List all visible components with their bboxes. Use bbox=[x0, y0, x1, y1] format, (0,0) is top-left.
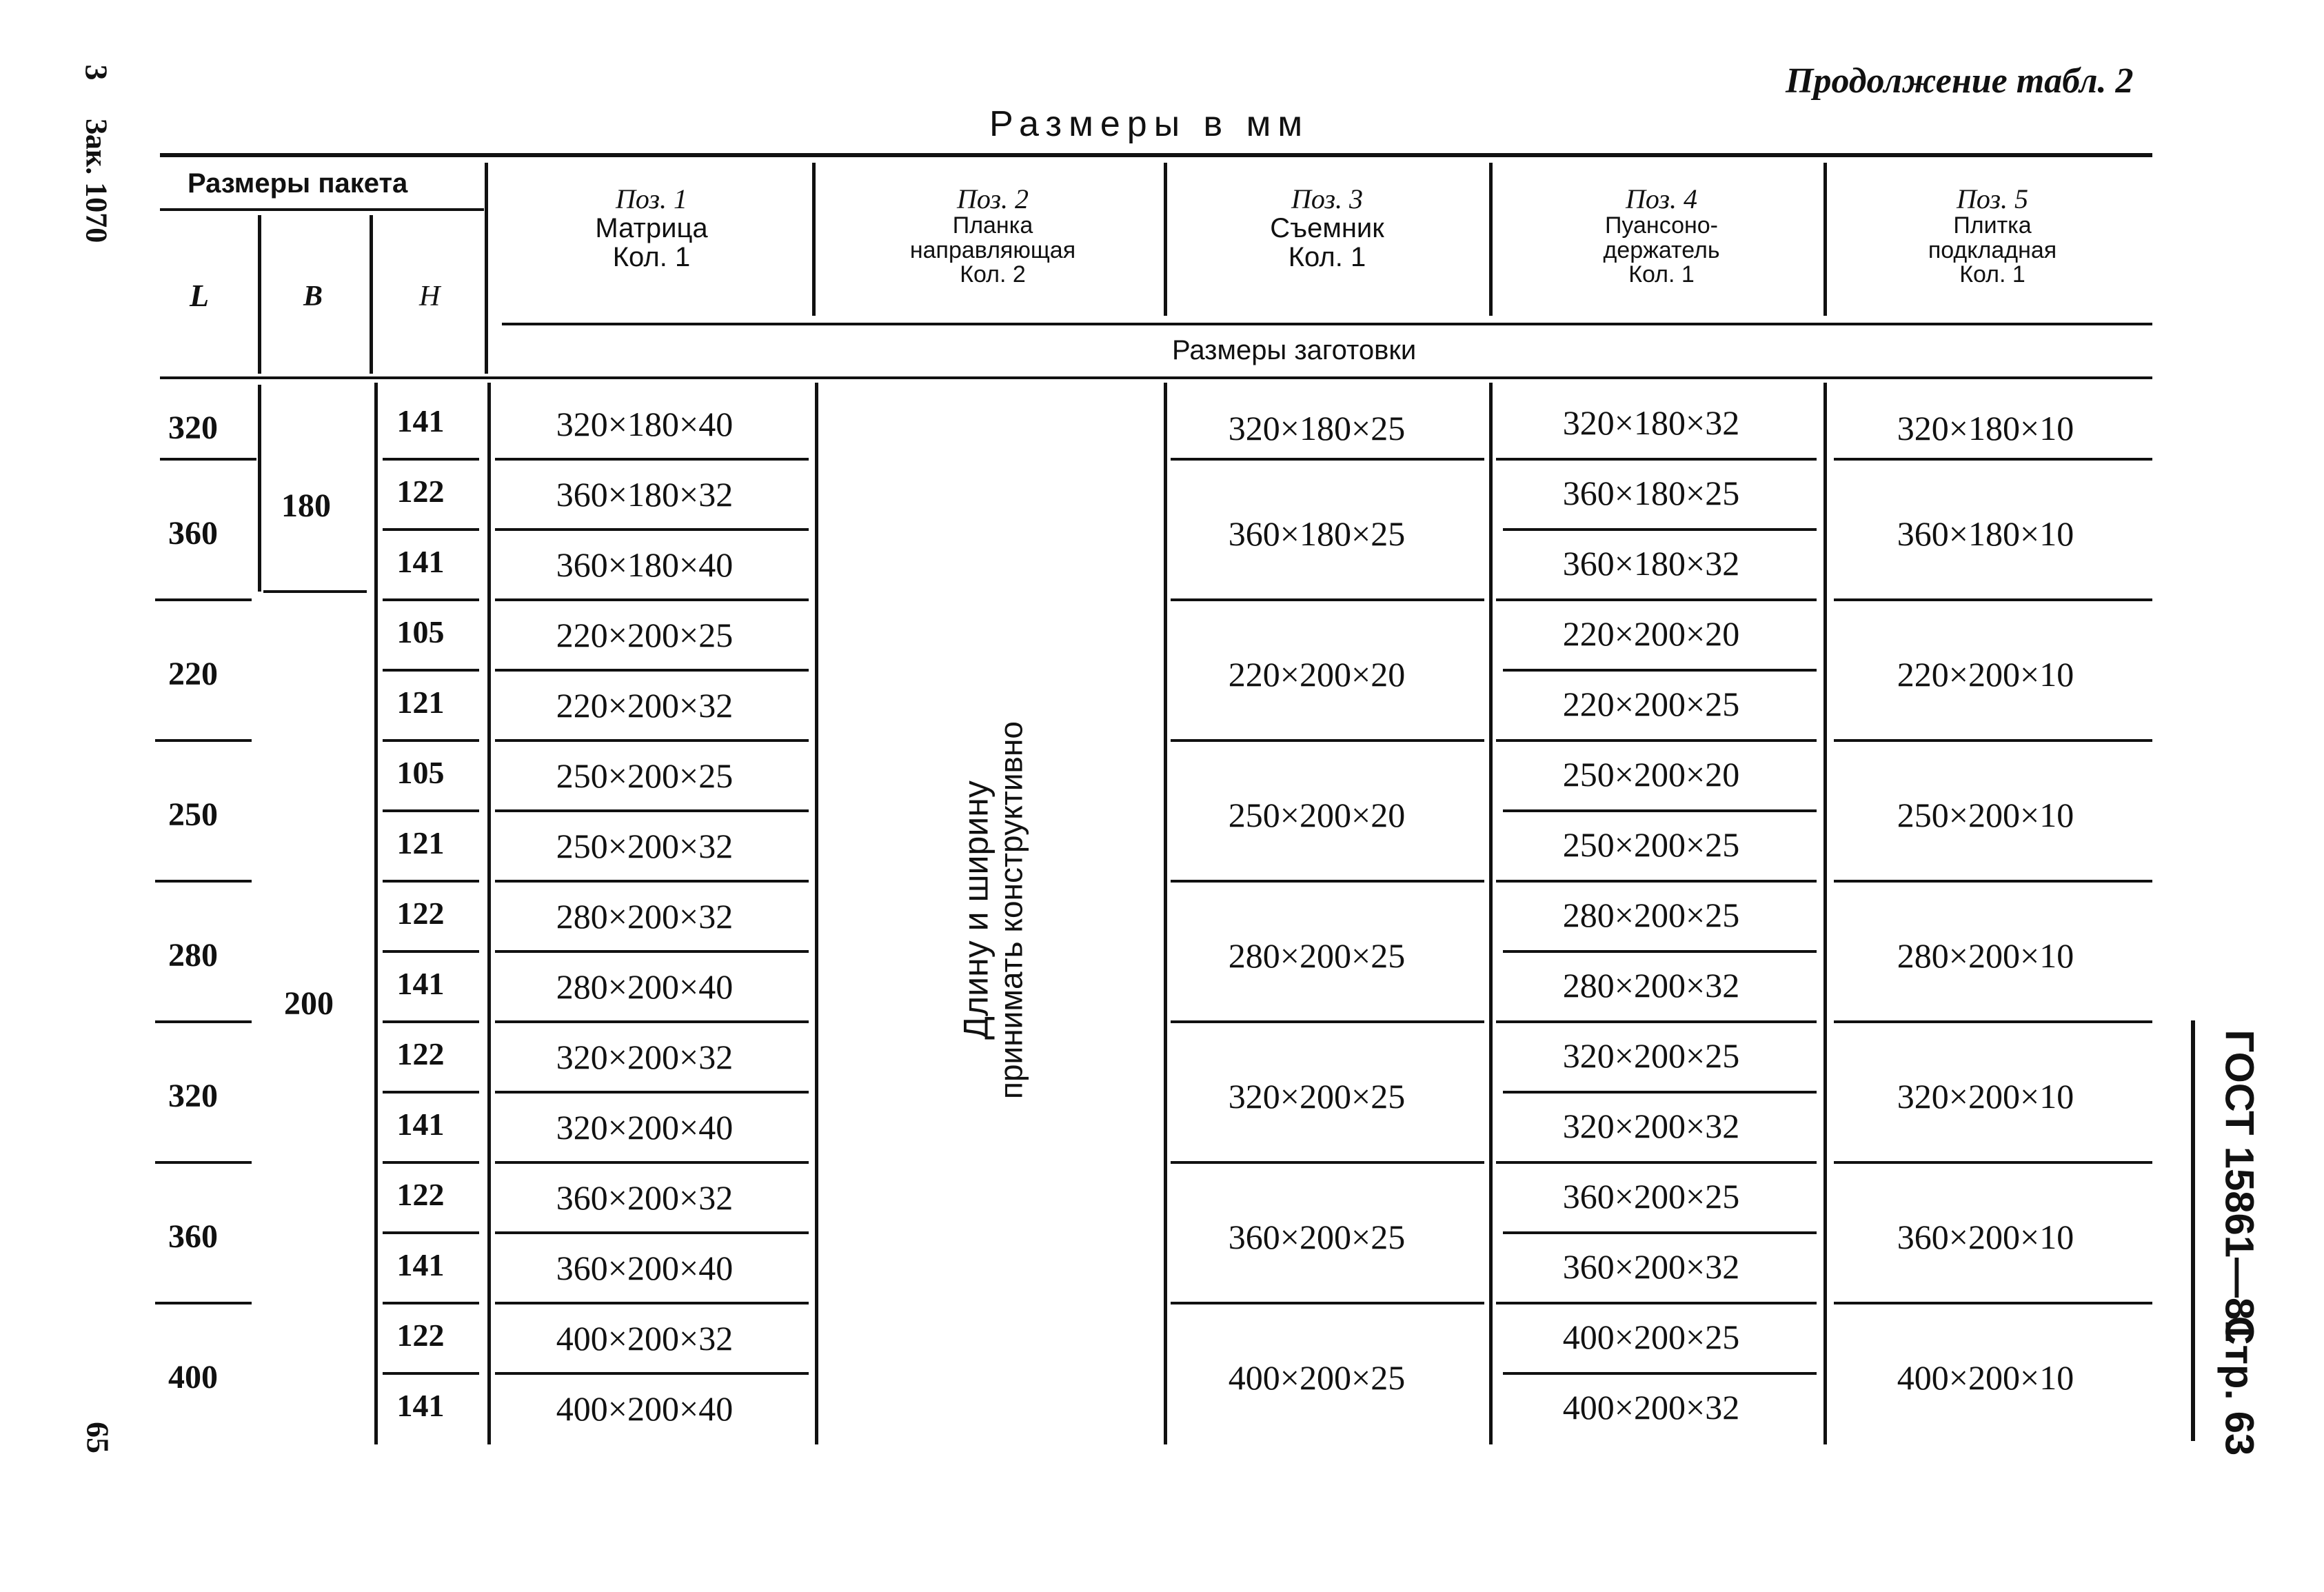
group-rule bbox=[495, 458, 809, 461]
col-divider-pos4 bbox=[1823, 163, 1827, 316]
group-rule bbox=[1496, 739, 1817, 742]
h-cell: 141 bbox=[396, 966, 445, 1001]
matrix-cell: 360×200×40 bbox=[556, 1249, 734, 1287]
group-rule bbox=[155, 739, 252, 742]
row-rule bbox=[383, 1091, 479, 1094]
group-rule bbox=[155, 598, 252, 601]
holder-cell: 400×200×32 bbox=[1562, 1388, 1740, 1427]
row-rule bbox=[495, 950, 809, 953]
matrix-cell: 400×200×40 bbox=[556, 1389, 734, 1428]
plate-cell: 280×200×10 bbox=[1897, 936, 2074, 975]
body-divider-pos2 bbox=[815, 383, 818, 1444]
margin-rule bbox=[2191, 1020, 2195, 1441]
h-cell: 122 bbox=[396, 1318, 445, 1353]
group-rule bbox=[155, 1020, 252, 1023]
row-rule bbox=[495, 1091, 809, 1094]
gost-label bbox=[2216, 1029, 2263, 1342]
group-rule bbox=[383, 880, 479, 883]
col-divider-B bbox=[370, 215, 373, 374]
holder-cell: 250×200×25 bbox=[1562, 825, 1740, 864]
plate-cell: 250×200×10 bbox=[1897, 796, 2074, 834]
row-rule bbox=[1503, 1372, 1817, 1375]
row-rule bbox=[495, 1231, 809, 1234]
col-divider-pos2 bbox=[1164, 163, 1167, 316]
stripper-cell: 320×180×25 bbox=[1228, 409, 1406, 447]
group-rule bbox=[155, 1161, 252, 1164]
l-cell: 360 bbox=[168, 515, 218, 552]
header-pos3: Поз. 3 Съемник Кол. 1 bbox=[1270, 183, 1384, 272]
group-rule bbox=[383, 1161, 479, 1164]
row-rule bbox=[383, 950, 479, 953]
stripper-cell: 320×200×25 bbox=[1228, 1077, 1406, 1116]
matrix-cell: 360×180×40 bbox=[556, 545, 734, 584]
group-rule bbox=[1171, 598, 1484, 601]
margin-order-number: Зак. 1070 bbox=[79, 118, 114, 243]
l-cell: 220 bbox=[168, 656, 218, 692]
row-rule bbox=[1503, 528, 1817, 531]
header-bottom-rule bbox=[160, 376, 2152, 379]
holder-cell: 320×200×32 bbox=[1562, 1107, 1740, 1145]
h-cell: 122 bbox=[396, 1036, 445, 1071]
group-rule bbox=[1834, 598, 2152, 601]
row-rule bbox=[1503, 950, 1817, 953]
holder-cell: 360×180×32 bbox=[1562, 544, 1740, 583]
l-cell: 250 bbox=[168, 796, 218, 833]
h-cell: 141 bbox=[396, 1107, 445, 1142]
holder-cell: 220×200×20 bbox=[1562, 614, 1740, 653]
plate-cell: 400×200×10 bbox=[1897, 1358, 2074, 1397]
group-rule bbox=[495, 1161, 809, 1164]
group-rule bbox=[1171, 1302, 1484, 1304]
header-pos1: Поз. 1 Матрица Кол. 1 bbox=[595, 183, 708, 272]
row-rule bbox=[383, 1372, 479, 1375]
holder-cell: 250×200×20 bbox=[1562, 755, 1740, 794]
holder-cell: 360×180×25 bbox=[1562, 474, 1740, 512]
holder-cell: 360×200×25 bbox=[1562, 1177, 1740, 1216]
stripper-cell: 280×200×25 bbox=[1228, 936, 1406, 975]
h-cell: 122 bbox=[396, 1177, 445, 1212]
group-rule bbox=[160, 458, 256, 461]
group-rule bbox=[383, 598, 479, 601]
group-rule bbox=[1834, 458, 2152, 461]
plate-cell: 360×200×10 bbox=[1897, 1218, 2074, 1256]
b-group-divider bbox=[263, 590, 367, 593]
matrix-cell: 320×180×40 bbox=[556, 405, 734, 443]
header-L: L bbox=[190, 278, 210, 313]
group-rule bbox=[1496, 458, 1817, 461]
group-rule bbox=[383, 458, 479, 461]
row-rule bbox=[383, 669, 479, 672]
row-rule bbox=[1503, 809, 1817, 812]
group-rule bbox=[1171, 1020, 1484, 1023]
table-top-rule bbox=[160, 153, 2152, 157]
package-size-header: Размеры пакета bbox=[188, 168, 408, 199]
holder-cell: 280×200×32 bbox=[1562, 966, 1740, 1005]
holder-cell: 220×200×25 bbox=[1562, 685, 1740, 723]
group-rule bbox=[1834, 880, 2152, 883]
group-rule bbox=[495, 598, 809, 601]
row-rule bbox=[495, 809, 809, 812]
header-pos4: Поз. 4 Пуансоно- держатель Кол. 1 bbox=[1603, 183, 1720, 288]
row-rule bbox=[1503, 669, 1817, 672]
plate-cell: 320×180×10 bbox=[1897, 409, 2074, 447]
h-cell: 141 bbox=[396, 403, 445, 439]
pos2-note bbox=[958, 721, 1028, 1099]
holder-cell: 360×200×32 bbox=[1562, 1247, 1740, 1286]
matrix-cell: 360×180×32 bbox=[556, 475, 734, 514]
group-rule bbox=[1496, 880, 1817, 883]
continuation-label: Продолжение табл. 2 bbox=[1786, 61, 2134, 101]
blank-sizes-header: Размеры заготовки bbox=[1172, 335, 1417, 365]
stripper-cell: 400×200×25 bbox=[1228, 1358, 1406, 1397]
group-rule bbox=[1171, 1161, 1484, 1164]
group-rule bbox=[1834, 739, 2152, 742]
group-rule bbox=[383, 739, 479, 742]
matrix-cell: 250×200×32 bbox=[556, 827, 734, 865]
position-header-rule bbox=[502, 323, 2152, 325]
row-rule bbox=[495, 1372, 809, 1375]
group-rule bbox=[155, 880, 252, 883]
group-rule bbox=[1834, 1020, 2152, 1023]
h-cell: 141 bbox=[396, 1388, 445, 1423]
group-rule bbox=[1496, 598, 1817, 601]
group-rule bbox=[495, 739, 809, 742]
col-divider-pos3 bbox=[1489, 163, 1493, 316]
group-rule bbox=[383, 1302, 479, 1304]
matrix-cell: 400×200×32 bbox=[556, 1319, 734, 1358]
col-divider-H bbox=[485, 163, 488, 374]
stripper-cell: 220×200×20 bbox=[1228, 655, 1406, 694]
group-rule bbox=[1496, 1020, 1817, 1023]
holder-cell: 400×200×25 bbox=[1562, 1318, 1740, 1356]
stripper-cell: 360×200×25 bbox=[1228, 1218, 1406, 1256]
group-rule bbox=[155, 1302, 252, 1304]
plate-cell: 360×180×10 bbox=[1897, 514, 2074, 553]
gost-number: ГОСТ 15861—81 bbox=[2216, 1029, 2262, 1342]
row-rule bbox=[1503, 1231, 1817, 1234]
h-cell: 141 bbox=[396, 544, 445, 579]
group-rule bbox=[495, 1020, 809, 1023]
group-rule bbox=[1834, 1161, 2152, 1164]
matrix-cell: 320×200×40 bbox=[556, 1108, 734, 1147]
matrix-cell: 220×200×25 bbox=[556, 616, 734, 654]
pos2-note-line2: принимать конструктивно bbox=[993, 721, 1029, 1099]
l-cell: 360 bbox=[168, 1218, 218, 1255]
group-rule bbox=[1496, 1302, 1817, 1304]
stripper-cell: 360×180×25 bbox=[1228, 514, 1406, 553]
row-rule bbox=[1503, 1091, 1817, 1094]
h-cell: 105 bbox=[396, 755, 445, 790]
col-divider-L bbox=[258, 215, 261, 374]
group-rule bbox=[1171, 880, 1484, 883]
row-rule bbox=[383, 528, 479, 531]
matrix-cell: 220×200×32 bbox=[556, 686, 734, 725]
holder-cell: 320×180×32 bbox=[1562, 403, 1740, 442]
h-cell: 141 bbox=[396, 1247, 445, 1282]
pos2-note-line1: Длину и ширину bbox=[956, 780, 996, 1040]
plate-cell: 320×200×10 bbox=[1897, 1077, 2074, 1116]
h-cell: 121 bbox=[396, 825, 445, 860]
b-cell-200: 200 bbox=[284, 985, 334, 1022]
margin-page-marker: 3 bbox=[79, 64, 114, 81]
matrix-cell: 360×200×32 bbox=[556, 1178, 734, 1217]
plate-cell: 220×200×10 bbox=[1897, 655, 2074, 694]
stripper-cell: 250×200×20 bbox=[1228, 796, 1406, 834]
row-rule bbox=[495, 528, 809, 531]
holder-cell: 320×200×25 bbox=[1562, 1036, 1740, 1075]
header-H: H bbox=[419, 281, 441, 312]
matrix-cell: 250×200×25 bbox=[556, 756, 734, 795]
group-rule bbox=[1834, 1302, 2152, 1304]
group-rule bbox=[495, 880, 809, 883]
b-cell-180: 180 bbox=[281, 487, 331, 524]
header-pos5: Поз. 5 Плитка подкладная Кол. 1 bbox=[1928, 183, 2057, 288]
l-cell: 400 bbox=[168, 1359, 218, 1395]
group-rule bbox=[495, 1302, 809, 1304]
matrix-cell: 280×200×32 bbox=[556, 897, 734, 936]
group-rule bbox=[1171, 739, 1484, 742]
h-cell: 122 bbox=[396, 896, 445, 931]
matrix-cell: 320×200×32 bbox=[556, 1038, 734, 1076]
margin-page-number: 65 bbox=[80, 1422, 116, 1453]
package-header-rule bbox=[160, 208, 484, 211]
units-title: Размеры в мм bbox=[989, 104, 1310, 144]
header-B: B bbox=[303, 281, 323, 312]
l-cell: 280 bbox=[168, 937, 218, 974]
row-rule bbox=[383, 1231, 479, 1234]
h-cell: 105 bbox=[396, 614, 445, 649]
group-rule bbox=[383, 1020, 479, 1023]
page-label: Стр. 63 bbox=[2216, 1316, 2262, 1456]
body-divider-H bbox=[374, 383, 378, 1444]
group-rule bbox=[1171, 458, 1484, 461]
row-rule bbox=[383, 809, 479, 812]
header-pos2: Поз. 2 Планка направляющая Кол. 2 bbox=[909, 183, 1076, 288]
holder-cell: 280×200×25 bbox=[1562, 896, 1740, 934]
matrix-cell: 280×200×40 bbox=[556, 967, 734, 1006]
h-cell: 122 bbox=[396, 474, 445, 509]
row-rule bbox=[495, 669, 809, 672]
group-rule bbox=[1496, 1161, 1817, 1164]
l-cell: 320 bbox=[168, 1078, 218, 1114]
col-divider-pos1 bbox=[812, 163, 816, 316]
l-cell: 320 bbox=[168, 410, 218, 446]
h-cell: 121 bbox=[396, 685, 445, 720]
